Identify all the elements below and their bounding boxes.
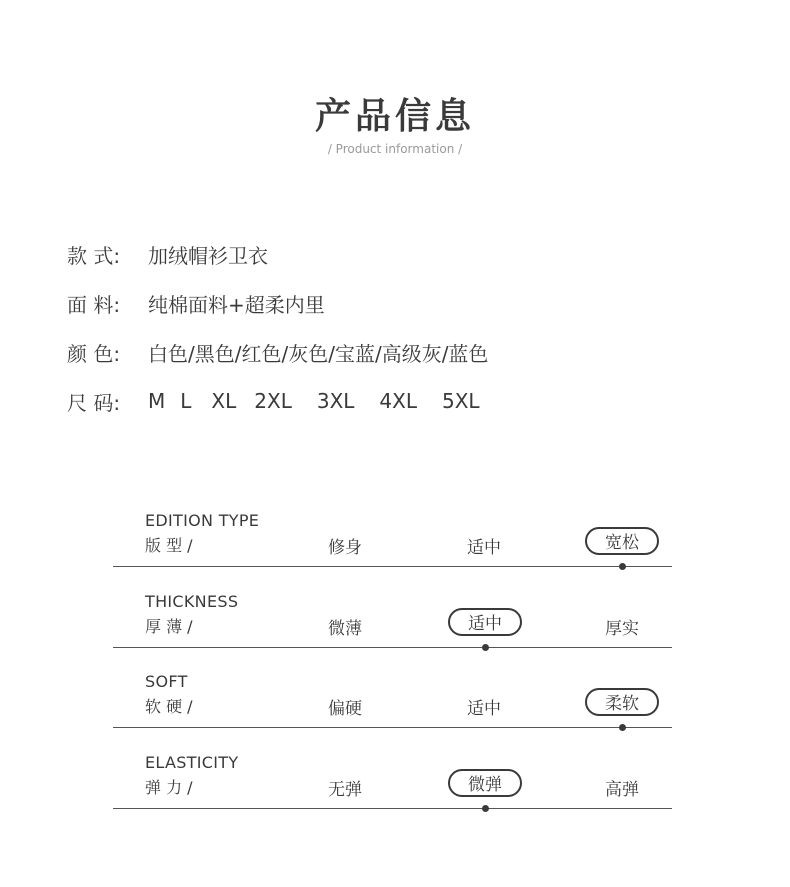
scale-marker-dot xyxy=(482,644,489,651)
attribute-option: 适中 xyxy=(467,538,501,558)
attribute-name-cn: 弹 力 / xyxy=(145,778,193,797)
attribute-option-selected: 宽松 xyxy=(585,527,659,555)
size-item: 2XL xyxy=(254,389,292,413)
scale-marker-dot xyxy=(482,805,489,812)
fabric-value: 纯棉面料+超柔内里 xyxy=(148,292,325,317)
fabric-label: 面 料: xyxy=(67,292,121,317)
size-item: L xyxy=(180,389,192,413)
scale-line xyxy=(113,647,672,648)
attribute-edition-type xyxy=(113,511,672,592)
attribute-option: 微薄 xyxy=(328,619,362,639)
attribute-option-selected: 适中 xyxy=(448,608,522,636)
scale-marker-dot xyxy=(619,563,626,570)
attribute-option: 高弹 xyxy=(605,780,639,800)
size-label: 尺 码: xyxy=(67,390,121,415)
size-item: M xyxy=(148,389,166,413)
scale-line xyxy=(113,727,672,728)
size-item: 3XL xyxy=(316,389,355,413)
size-item: XL xyxy=(211,389,237,413)
size-item: 5XL xyxy=(442,389,480,413)
color-value: 白色/黑色/红色/灰色/宝蓝/高级灰/蓝色 xyxy=(148,341,489,366)
color-label: 颜 色: xyxy=(67,341,121,366)
scale-line xyxy=(113,808,672,809)
attribute-option: 修身 xyxy=(328,538,362,558)
attribute-option: 无弹 xyxy=(328,780,362,800)
page-subtitle: / Product information / xyxy=(327,142,463,156)
attribute-elasticity xyxy=(113,753,672,834)
info-row-color xyxy=(67,337,488,367)
attribute-option: 适中 xyxy=(467,699,501,719)
attribute-soft xyxy=(113,672,672,753)
size-list xyxy=(148,389,480,413)
scale-marker-dot xyxy=(619,724,626,731)
style-value: 加绒帽衫卫衣 xyxy=(148,243,268,268)
attribute-name-en: SOFT xyxy=(145,672,188,691)
attribute-name-cn: 版 型 / xyxy=(145,536,193,555)
scale-line xyxy=(113,566,672,567)
attribute-name-en: ELASTICITY xyxy=(145,753,239,772)
attribute-option: 厚实 xyxy=(605,619,639,639)
attribute-thickness xyxy=(113,592,672,673)
size-item: 4XL xyxy=(379,389,417,413)
info-row-size xyxy=(67,386,480,416)
info-row-fabric xyxy=(67,288,325,318)
attribute-name-cn: 厚 薄 / xyxy=(145,617,193,636)
attribute-option-selected: 微弹 xyxy=(448,769,522,797)
attribute-option: 偏硬 xyxy=(328,699,362,719)
info-row-style xyxy=(67,239,268,269)
attribute-option-selected: 柔软 xyxy=(585,688,659,716)
attribute-name-en: EDITION TYPE xyxy=(145,511,260,530)
style-label: 款 式: xyxy=(67,243,121,268)
page-title: 产品信息 xyxy=(314,96,475,137)
attribute-name-en: THICKNESS xyxy=(145,592,239,611)
attribute-name-cn: 软 硬 / xyxy=(145,697,193,716)
